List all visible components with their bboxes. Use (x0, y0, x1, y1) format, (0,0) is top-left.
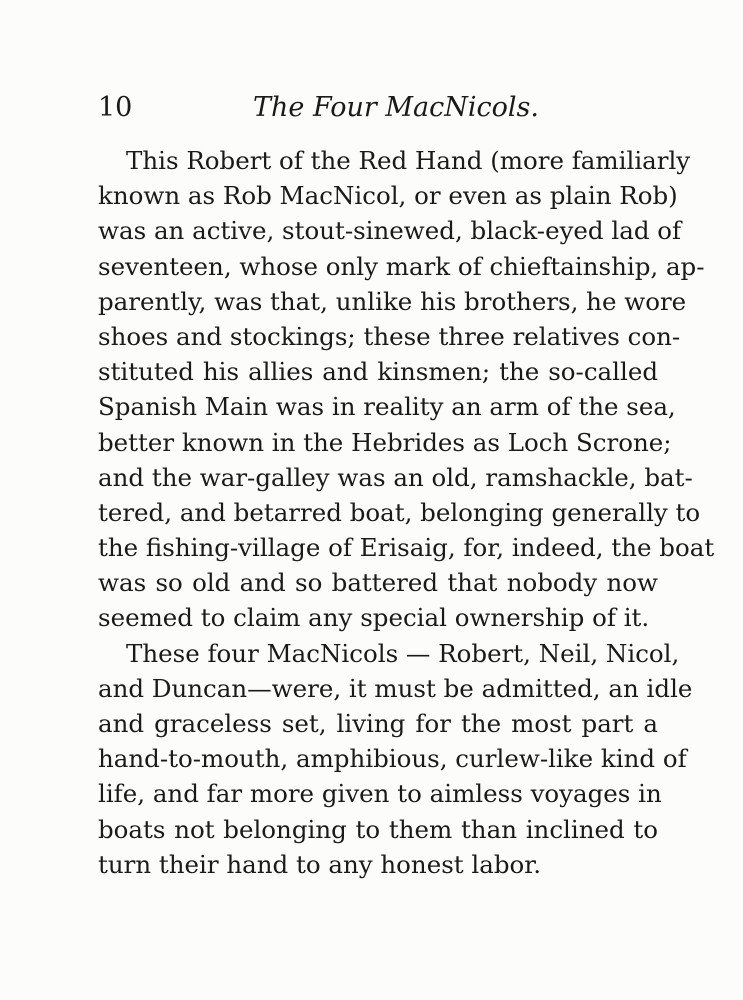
text-line: and the war-galley was an old, ramshackle, bat- (98, 462, 693, 492)
text-line: seventeen, whose only mark of chieftainship, ap- (98, 251, 705, 281)
text-line: seemed to claim any special ownership of it. (98, 603, 650, 633)
text-line: tered, and betarred boat, belonging generally to (98, 497, 701, 527)
text-line: was so old and so battered that nobody now (98, 568, 658, 598)
text-line: life, and far more given to aimless voyages in (98, 779, 662, 809)
text-line: shoes and stockings; these three relatives con- (98, 321, 681, 351)
running-title: The Four MacNicols. (253, 92, 539, 123)
page-number: 10 (98, 92, 133, 123)
text-line: stituted his allies and kinsmen; the so-called (98, 357, 658, 387)
paragraph-2 (98, 636, 693, 882)
text-line: known as Rob MacNicol, or even as plain Rob) (98, 181, 678, 211)
text-line: turn their hand to any honest labor. (98, 849, 542, 879)
paragraph-1 (98, 143, 715, 636)
body-text (98, 143, 715, 882)
text-line: This Robert of the Red Hand (more familiarly (126, 146, 691, 175)
text-line: better known in the Hebrides as Loch Scrone; (98, 427, 672, 457)
text-line: the fishing-village of Erisaig, for, indeed, the boat (98, 533, 715, 563)
text-line: and Duncan—were, it must be admitted, an idle (98, 673, 693, 703)
page-header (98, 88, 658, 128)
text-line: was an active, stout-sinewed, black-eyed lad of (98, 216, 682, 246)
text-line: boats not belonging to them than inclined to (98, 814, 658, 844)
text-line: Spanish Main was in reality an arm of the sea, (98, 392, 676, 422)
text-line: hand-to-mouth, amphibious, curlew-like kind of (98, 744, 687, 774)
text-line: These four MacNicols — Robert, Neil, Nicol, (126, 638, 680, 668)
text-line: parently, was that, unlike his brothers, he wore (98, 286, 687, 316)
text-line: and graceless set, living for the most part a (98, 709, 658, 738)
